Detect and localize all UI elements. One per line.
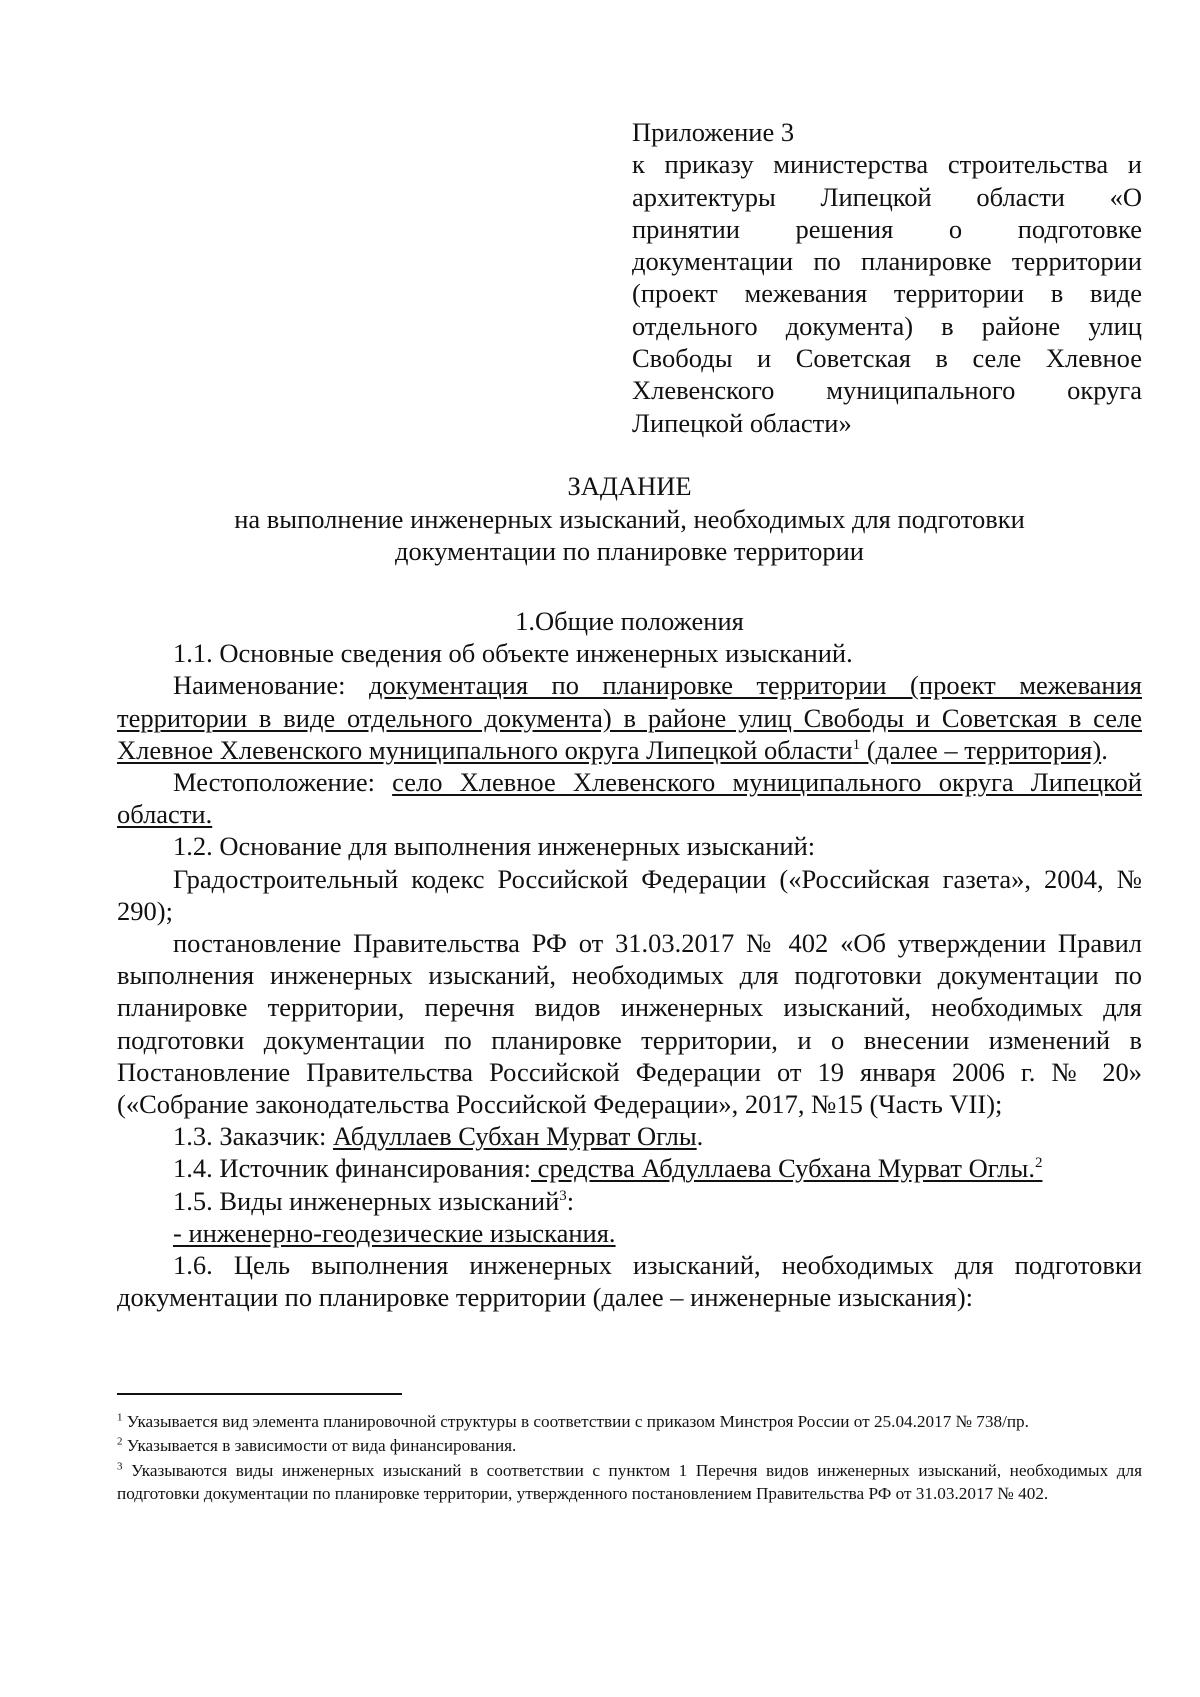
basis-2: постановление Правительства РФ от 31.03.2017 № 402 «Об утверждении Правил выполнения инженерных изысканий, необходимых для подготовки документации по планировке территории, перечня видов инженерных изысканий, необходимых для подготовки документации по планировке территории, и о внесении изменений в Постановление Правительства Российской Федерации от 19 января 2006 г. № 20» («Собрание законодательства Российской Федерации», 2017, №15 (Часть VII);: [117, 928, 1142, 1120]
footnote-2: $^2$ Указывается в зависимости от вида финансирования.: [117, 1435, 517, 1456]
paragraph-1-6: 1.6. Цель выполнения инженерных изысканий, необходимых для подготовки документации по планировке территории (далее – инженерные изыскания):: [117, 1250, 1142, 1313]
paragraph-1-2: 1.2. Основание для выполнения инженерных изысканий:: [173, 831, 816, 862]
appendix-text: к приказу министерства строительства и архитектуры Липецкой области «О принятии решения о подготовке документации по планировке территории (проект межевания территории в виде отдельного документа) в районе улиц Свободы и Советская в селе Хлевное Хлевенского муниципального округа Липецкой области»: [632, 149, 1142, 438]
appendix-number: Приложение 3: [632, 117, 795, 147]
title-line-3: документации по планировке территории: [394, 536, 864, 566]
footnote-separator: [117, 1393, 402, 1395]
title-line-2: на выполнение инженерных изысканий, необходимых для подготовки: [234, 503, 1025, 534]
paragraph-customer: 1.3. Заказчик: Абдуллаев Субхан Мурват Оглы.: [173, 1121, 704, 1152]
paragraph-1-1: 1.1. Основные сведения об объекте инженерных изысканий.: [173, 638, 853, 669]
paragraph-name: Наименование: документация по планировке территории (проект межевания территории в виде отдельного документа) в районе улиц Свободы и Советская в селе Хлевное Хлевенского муниципального округа Липецкой области$^1$ (далее – территория).: [117, 670, 1142, 765]
name-label: Наименование:: [173, 670, 369, 701]
customer-value: Абдуллаев Субхан Мурват Оглы: [332, 1121, 697, 1152]
funding-value: средства Абдуллаева Субхана Мурват Оглы.$^2$: [531, 1153, 1043, 1184]
paragraph-types: 1.5. Виды инженерных изысканий$^3$:: [173, 1185, 575, 1216]
footnote-ref-3: 3: [559, 1187, 567, 1204]
footnote-ref-2: 2: [1034, 1155, 1043, 1172]
document-title: [117, 470, 1142, 568]
basis-1: Градостроительный кодекс Российской Федерации («Российская газета», 2004, № 290);: [117, 863, 1142, 926]
name-value: документация по планировке территории (проект межевания территории в виде отдельного документа) в районе улиц Свободы и Советская в селе Хлевное Хлевенского муниципального округа Липецкой области$^1$ (далее – территория): [117, 670, 1142, 765]
document-body: [117, 605, 1142, 1313]
footnote-ref-1: 1: [852, 736, 861, 753]
location-value: село Хлевное Хлевенского муниципального округа Липецкой области.: [117, 767, 1142, 830]
paragraph-funding: 1.4. Источник финансирования: средства Абдуллаева Субхана Мурват Оглы.$^2$: [173, 1153, 1043, 1184]
section-heading: 1.Общие положения: [515, 606, 744, 636]
paragraph-types-value: [117, 1217, 1142, 1249]
footnote-1: $^1$ Указывается вид элемента планировочной структуры в соответствии с приказом Минстроя России от 25.04.2017 № 738/пр.: [117, 1411, 1029, 1431]
footnote-3: $^3$ Указываются виды инженерных изысканий в соответствии с пунктом 1 Перечня видов инженерных изысканий, необходимых для подготовки документации по планировке территории, утвержденного постановлением Правительства РФ от 31.03.2017 № 402.: [117, 1459, 1142, 1503]
types-value: - инженерно-геодезические изыскания.: [173, 1217, 616, 1248]
appendix-block: [632, 116, 1142, 439]
location-label: Местоположение:: [173, 767, 393, 798]
title-heading: ЗАДАНИЕ: [567, 471, 692, 501]
paragraph-location: [117, 766, 1142, 830]
footnotes: [117, 1410, 1142, 1506]
